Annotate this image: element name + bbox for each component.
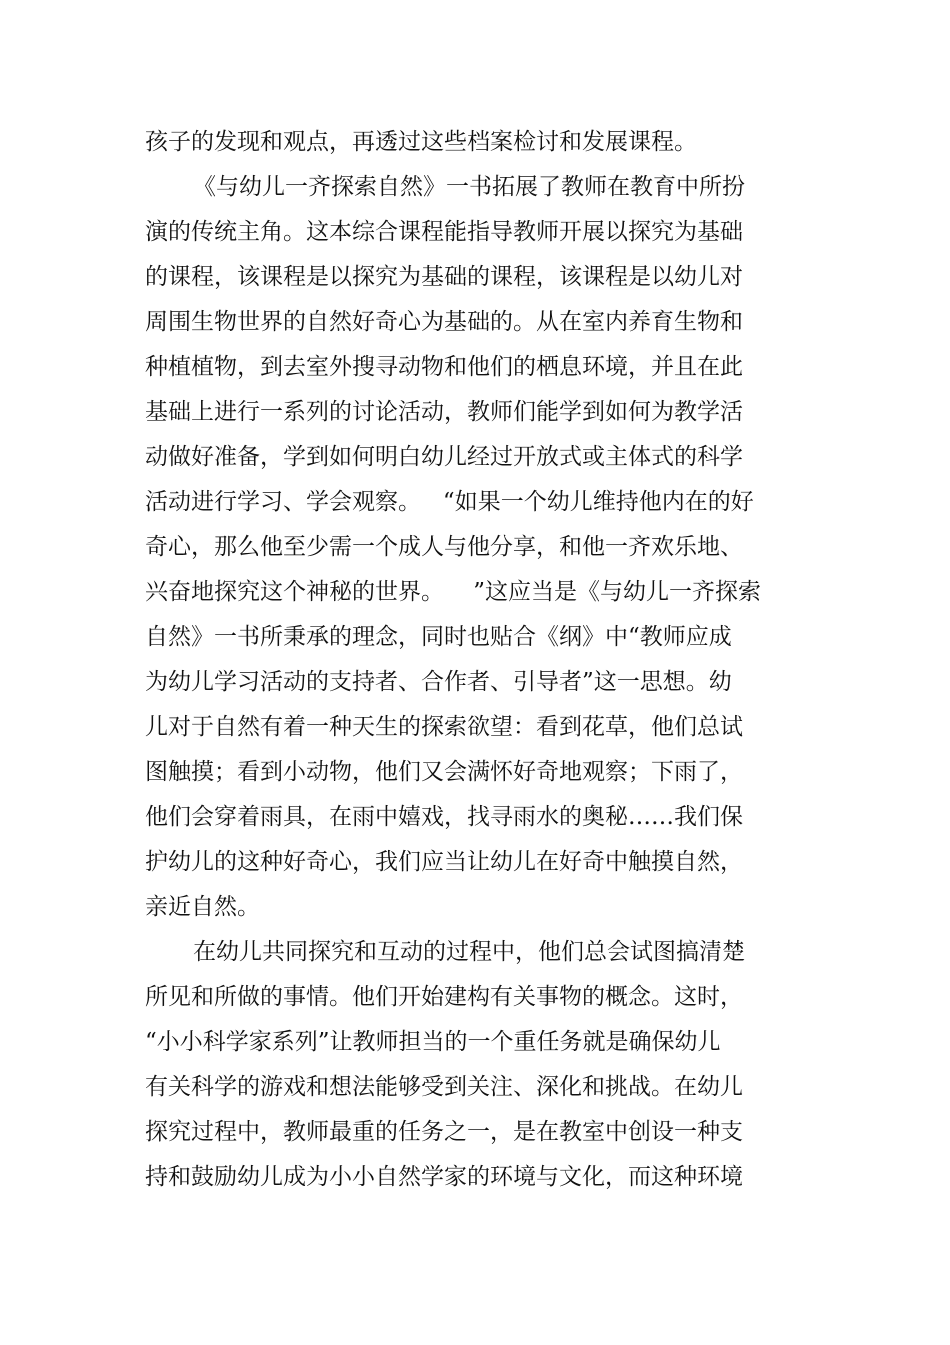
text-line: 活动进行学习、学会观察。 “如果一个幼儿维持他内在的好 — [145, 489, 754, 515]
paragraph-first-line: 在幼儿共同探究和互动的过程中，他们总会试图搞清楚 — [193, 939, 745, 965]
text-line: 护幼儿的这种好奇心，我们应当让幼儿在好奇中触摸自然， — [145, 849, 743, 875]
text-line: 种植植物，到去室外搜寻动物和他们的栖息环境，并且在此 — [145, 354, 743, 380]
text-line: 基础上进行一系列的讨论活动，教师们能学到如何为教学活 — [145, 399, 743, 425]
text-line: 为幼儿学习活动的支持者、合作者、引导者”这一思想。幼 — [145, 669, 732, 695]
text-line: 兴奋地探究这个神秘的世界。 ”这应当是《与幼儿一齐探索 — [145, 579, 762, 605]
text-line: 亲近自然。 — [145, 894, 260, 920]
text-line: 演的传统主角。这本综合课程能指导教师开展以探究为基础 — [145, 219, 743, 245]
text-line: 所见和所做的事情。他们开始建构有关事物的概念。这时， — [145, 984, 743, 1010]
text-line: 动做好准备，学到如何明白幼儿经过开放式或主体式的科学 — [145, 444, 743, 470]
text-line: 有关科学的游戏和想法能够受到关注、深化和挑战。在幼儿 — [145, 1074, 743, 1100]
document-body — [145, 120, 785, 1200]
text-line: 探究过程中，教师最重的任务之一，是在教室中创设一种支 — [145, 1119, 743, 1145]
text-line: 周围生物世界的自然好奇心为基础的。从在室内养育生物和 — [145, 309, 743, 335]
text-line: 的课程，该课程是以探究为基础的课程，该课程是以幼儿对 — [145, 264, 743, 290]
text-line: 孩子的发现和观点，再透过这些档案检讨和发展课程。 — [145, 129, 697, 155]
text-line: 奇心，那么他至少需一个成人与他分享，和他一齐欢乐地、 — [145, 534, 743, 560]
text-line: 图触摸；看到小动物，他们又会满怀好奇地观察；下雨了， — [145, 759, 743, 785]
text-line: 自然》一书所秉承的理念，同时也贴合《纲》中“教师应成 — [145, 624, 732, 650]
text-line: 儿对于自然有着一种天生的探索欲望：看到花草，他们总试 — [145, 714, 743, 740]
text-line: 持和鼓励幼儿成为小小自然学家的环境与文化，而这种环境 — [145, 1164, 743, 1190]
text-line: 他们会穿着雨具，在雨中嬉戏，找寻雨水的奥秘……我们保 — [145, 804, 743, 830]
text-line: “小小科学家系列”让教师担当的一个重任务就是确保幼儿 — [145, 1029, 721, 1055]
paragraph-first-line: 《与幼儿一齐探索自然》一书拓展了教师在教育中所扮 — [193, 174, 745, 200]
